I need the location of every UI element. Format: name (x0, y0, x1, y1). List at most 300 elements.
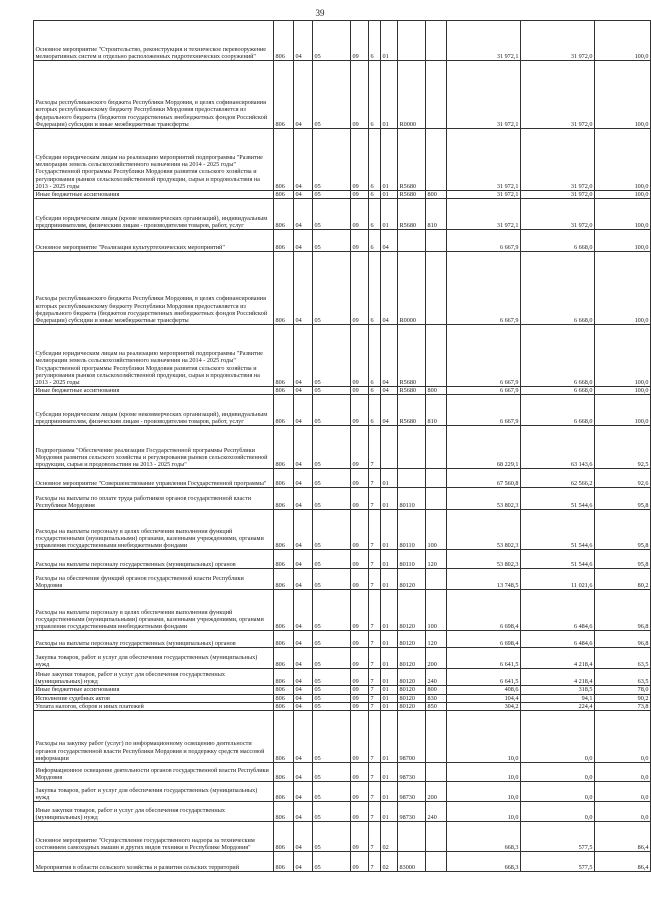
cell-section: 04 (294, 426, 313, 469)
table-row (34, 550, 651, 569)
row-name: Иные закупки товаров, работ и услуг для обеспечения государственных (муниципальных) нужд (34, 802, 274, 822)
cell-executed: 6 484,6 (521, 590, 595, 631)
cell-subsection: 05 (313, 590, 351, 631)
cell-expense-type: 800 (426, 686, 447, 694)
cell-event: 01 (381, 590, 398, 631)
cell-program: 09 (351, 510, 369, 550)
cell-section: 04 (294, 469, 313, 488)
cell-percent: 100,0 (595, 191, 651, 199)
cell-subsection: 05 (313, 252, 351, 325)
cell-direction: R0000 (398, 252, 426, 325)
cell-event: 02 (381, 852, 398, 872)
table-row (34, 569, 651, 590)
cell-direction: 80120 (398, 669, 426, 686)
cell-subprogram: 7 (369, 694, 381, 702)
cell-subprogram: 7 (369, 469, 381, 488)
row-name: Уплата налогов, сборов и иных платежей (34, 702, 274, 710)
cell-expense-type (426, 763, 447, 782)
cell-percent: 63,5 (595, 648, 651, 669)
cell-subprogram: 7 (369, 686, 381, 694)
cell-percent: 95,8 (595, 488, 651, 510)
cell-expense-type: 100 (426, 510, 447, 550)
cell-percent: 100,0 (595, 230, 651, 252)
cell-percent: 95,8 (595, 510, 651, 550)
cell-subprogram: 6 (369, 395, 381, 426)
cell-executed: 31 972,0 (521, 129, 595, 191)
cell-percent: 100,0 (595, 61, 651, 129)
cell-program: 09 (351, 631, 369, 648)
cell-subsection: 05 (313, 694, 351, 702)
cell-subsection: 05 (313, 550, 351, 569)
cell-planned: 53 802,3 (447, 488, 521, 510)
cell-program: 09 (351, 191, 369, 199)
cell-expense-type (426, 469, 447, 488)
cell-executed: 62 566,2 (521, 469, 595, 488)
table-body (34, 21, 651, 872)
cell-section: 04 (294, 852, 313, 872)
cell-planned: 31 972,1 (447, 61, 521, 129)
cell-section: 04 (294, 590, 313, 631)
row-name: Субсидии юридическим лицам (кроме некоммерческих организаций), индивидуальным предпринимателям, физическим лицам - производителям товаров, работ, услуг (34, 199, 274, 230)
cell-subprogram: 7 (369, 782, 381, 802)
cell-executed: 577,5 (521, 852, 595, 872)
cell-program: 09 (351, 199, 369, 230)
cell-executed: 0,0 (521, 763, 595, 782)
cell-subprogram: 7 (369, 648, 381, 669)
cell-section: 04 (294, 711, 313, 763)
cell-direction: 80120 (398, 631, 426, 648)
cell-direction (398, 822, 426, 852)
cell-ved: 806 (274, 802, 294, 822)
cell-expense-type: 200 (426, 782, 447, 802)
cell-subprogram: 7 (369, 550, 381, 569)
cell-section: 04 (294, 782, 313, 802)
table-row (34, 631, 651, 648)
table-row (34, 763, 651, 782)
cell-executed: 31 972,0 (521, 199, 595, 230)
cell-planned: 68 229,1 (447, 426, 521, 469)
cell-planned: 668,3 (447, 822, 521, 852)
cell-percent: 95,8 (595, 550, 651, 569)
cell-event: 01 (381, 129, 398, 191)
cell-ved: 806 (274, 325, 294, 387)
cell-subprogram: 7 (369, 711, 381, 763)
cell-planned: 6 641,5 (447, 669, 521, 686)
cell-direction: 80110 (398, 510, 426, 550)
cell-expense-type: 120 (426, 631, 447, 648)
cell-subsection: 05 (313, 631, 351, 648)
cell-expense-type (426, 488, 447, 510)
row-name: Расходы на обеспечение функций органов государственной власти Республики Мордовия (34, 569, 274, 590)
row-name: Иные бюджетные ассигнования (34, 387, 274, 395)
cell-section: 04 (294, 686, 313, 694)
cell-section: 04 (294, 822, 313, 852)
table-row (34, 395, 651, 426)
table-row (34, 129, 651, 191)
row-name: Исполнение судебных актов (34, 694, 274, 702)
row-name: Иные бюджетные ассигнования (34, 686, 274, 694)
cell-expense-type (426, 426, 447, 469)
cell-expense-type: 120 (426, 550, 447, 569)
cell-planned: 53 802,3 (447, 510, 521, 550)
cell-subsection: 05 (313, 510, 351, 550)
cell-event: 01 (381, 648, 398, 669)
cell-executed: 6 668,0 (521, 230, 595, 252)
cell-subsection: 05 (313, 711, 351, 763)
row-name: Закупка товаров, работ и услуг для обеспечения государственных (муниципальных) нужд (34, 782, 274, 802)
row-name: Расходы республиканского бюджета Республики Мордовия, в целях софинансирования которых республиканскому бюджету Республики Мордовия предоставляется из федерального бюджета (бюджетов государственных внебюджетных фондов Российской Федерации) субсидии и иные межбюджетные трансферты (34, 61, 274, 129)
cell-planned: 104,4 (447, 694, 521, 702)
table-row (34, 802, 651, 822)
cell-section: 04 (294, 252, 313, 325)
cell-subsection: 05 (313, 199, 351, 230)
cell-program: 09 (351, 702, 369, 710)
cell-percent: 80,2 (595, 569, 651, 590)
cell-subsection: 05 (313, 669, 351, 686)
table-row (34, 426, 651, 469)
cell-ved: 806 (274, 852, 294, 872)
cell-expense-type (426, 569, 447, 590)
cell-section: 04 (294, 488, 313, 510)
cell-executed: 0,0 (521, 711, 595, 763)
cell-subsection: 05 (313, 686, 351, 694)
cell-section: 04 (294, 550, 313, 569)
cell-subprogram: 6 (369, 199, 381, 230)
cell-percent: 100,0 (595, 325, 651, 387)
cell-event: 01 (381, 469, 398, 488)
cell-subprogram: 7 (369, 631, 381, 648)
cell-program: 09 (351, 590, 369, 631)
cell-event: 04 (381, 387, 398, 395)
row-name: Субсидии юридическим лицам на реализацию мероприятий подпрограммы "Развитие мелиорации земель сельскохозяйственного назначения на 2014 - 2025 годы" Государственной программы Республики Мордовия развития сельского хозяйства и регулирования рынков сельскохозяйственной продукции, сырья и продовольствия на 2013 - 2025 годы (34, 325, 274, 387)
row-name: Расходы на выплаты персоналу государственных (муниципальных) органов (34, 631, 274, 648)
cell-subprogram: 7 (369, 488, 381, 510)
cell-subprogram: 6 (369, 191, 381, 199)
cell-expense-type: 810 (426, 395, 447, 426)
row-name: Закупка товаров, работ и услуг для обеспечения государственных (муниципальных) нужд (34, 648, 274, 669)
cell-executed: 0,0 (521, 802, 595, 822)
cell-event: 01 (381, 669, 398, 686)
cell-subprogram: 7 (369, 569, 381, 590)
table-row (34, 782, 651, 802)
cell-subsection: 05 (313, 782, 351, 802)
cell-subprogram: 7 (369, 852, 381, 872)
cell-program: 09 (351, 469, 369, 488)
cell-subprogram: 6 (369, 129, 381, 191)
table-row (34, 822, 651, 852)
cell-executed: 0,0 (521, 782, 595, 802)
row-name: Основное мероприятие "Строительство, реконструкция и техническое перевооружение мелиоративных систем и отдельно расположенных гидротехнических сооружений" (34, 21, 274, 61)
cell-section: 04 (294, 763, 313, 782)
cell-ved: 806 (274, 669, 294, 686)
cell-ved: 806 (274, 395, 294, 426)
cell-executed: 6 668,0 (521, 252, 595, 325)
cell-event: 01 (381, 21, 398, 61)
cell-executed: 51 544,6 (521, 550, 595, 569)
cell-section: 04 (294, 61, 313, 129)
cell-ved: 806 (274, 590, 294, 631)
cell-subsection: 05 (313, 763, 351, 782)
cell-planned: 6 641,5 (447, 648, 521, 669)
cell-direction: R0000 (398, 61, 426, 129)
cell-program: 09 (351, 230, 369, 252)
cell-program: 09 (351, 852, 369, 872)
cell-expense-type (426, 852, 447, 872)
cell-program: 09 (351, 21, 369, 61)
cell-direction: 80120 (398, 702, 426, 710)
cell-subsection: 05 (313, 191, 351, 199)
cell-direction: 98730 (398, 782, 426, 802)
cell-program: 09 (351, 669, 369, 686)
cell-planned: 6 667,9 (447, 395, 521, 426)
cell-planned: 6 667,9 (447, 252, 521, 325)
table-row (34, 488, 651, 510)
cell-executed: 51 544,6 (521, 488, 595, 510)
cell-percent: 0,0 (595, 802, 651, 822)
cell-expense-type (426, 822, 447, 852)
cell-program: 09 (351, 782, 369, 802)
cell-percent: 96,8 (595, 631, 651, 648)
cell-program: 09 (351, 711, 369, 763)
cell-percent: 73,8 (595, 702, 651, 710)
cell-subprogram: 7 (369, 702, 381, 710)
cell-event: 01 (381, 694, 398, 702)
cell-direction: R5680 (398, 199, 426, 230)
table-row (34, 648, 651, 669)
cell-percent: 86,4 (595, 852, 651, 872)
cell-expense-type (426, 711, 447, 763)
cell-section: 04 (294, 648, 313, 669)
cell-executed: 6 668,0 (521, 395, 595, 426)
row-name: Расходы республиканского бюджета Республики Мордовия, в целях софинансирования которых республиканскому бюджету Республики Мордовия предоставляется из федерального бюджета (бюджетов государственных внебюджетных фондов Российской Федерации) субсидии и иные межбюджетные трансферты (34, 252, 274, 325)
cell-percent: 63,5 (595, 669, 651, 686)
cell-program: 09 (351, 802, 369, 822)
row-name: Субсидии юридическим лицам на реализацию мероприятий подпрограммы "Развитие мелиорации земель сельскохозяйственного назначения на 2014 - 2025 годы" Государственной программы Республики Мордовия развития сельского хозяйства и регулирования рынков сельскохозяйственной продукции, сырья и продовольствия на 2013 - 2025 годы (34, 129, 274, 191)
table-row (34, 852, 651, 872)
cell-direction (398, 230, 426, 252)
cell-program: 09 (351, 395, 369, 426)
cell-ved: 806 (274, 648, 294, 669)
cell-direction: 80120 (398, 590, 426, 631)
cell-percent: 0,0 (595, 782, 651, 802)
table-row (34, 387, 651, 395)
cell-event (381, 426, 398, 469)
cell-section: 04 (294, 129, 313, 191)
cell-ved: 806 (274, 191, 294, 199)
cell-expense-type: 810 (426, 199, 447, 230)
cell-executed: 31 972,0 (521, 21, 595, 61)
cell-planned: 304,2 (447, 702, 521, 710)
cell-event: 01 (381, 763, 398, 782)
cell-subsection: 05 (313, 325, 351, 387)
cell-ved: 806 (274, 61, 294, 129)
cell-event: 01 (381, 569, 398, 590)
row-name: Расходы на выплаты персоналу в целях обеспечения выполнения функций государственными (муниципальными) органами, казенными учреждениями, органами управления государственными внебюджетными фондами (34, 510, 274, 550)
cell-section: 04 (294, 569, 313, 590)
cell-percent: 0,0 (595, 711, 651, 763)
cell-event: 04 (381, 252, 398, 325)
cell-planned: 31 972,1 (447, 199, 521, 230)
cell-event: 01 (381, 510, 398, 550)
cell-planned: 10,0 (447, 802, 521, 822)
cell-event: 01 (381, 711, 398, 763)
cell-subprogram: 6 (369, 230, 381, 252)
cell-program: 09 (351, 686, 369, 694)
cell-section: 04 (294, 21, 313, 61)
cell-expense-type: 800 (426, 191, 447, 199)
row-name: Информационное освещение деятельности органов государственной власти Республики Мордовия (34, 763, 274, 782)
cell-section: 04 (294, 669, 313, 686)
cell-direction: 98730 (398, 802, 426, 822)
cell-expense-type: 100 (426, 590, 447, 631)
row-name: Расходы на выплаты персоналу в целях обеспечения выполнения функций государственными (муниципальными) органами, казенными учреждениями, органами управления государственными внебюджетными фондами (34, 590, 274, 631)
cell-ved: 806 (274, 822, 294, 852)
cell-subprogram: 6 (369, 252, 381, 325)
table-row (34, 325, 651, 387)
cell-subsection: 05 (313, 129, 351, 191)
cell-subsection: 05 (313, 852, 351, 872)
cell-expense-type (426, 21, 447, 61)
cell-subsection: 05 (313, 702, 351, 710)
cell-section: 04 (294, 694, 313, 702)
cell-executed: 577,5 (521, 822, 595, 852)
cell-planned: 6 667,9 (447, 387, 521, 395)
cell-ved: 806 (274, 782, 294, 802)
cell-event: 01 (381, 782, 398, 802)
cell-expense-type (426, 230, 447, 252)
cell-planned: 13 748,5 (447, 569, 521, 590)
cell-subprogram: 7 (369, 669, 381, 686)
table-row (34, 21, 651, 61)
cell-program: 09 (351, 61, 369, 129)
cell-planned: 668,3 (447, 852, 521, 872)
cell-subprogram: 7 (369, 510, 381, 550)
cell-event: 01 (381, 631, 398, 648)
cell-program: 09 (351, 569, 369, 590)
cell-percent: 100,0 (595, 21, 651, 61)
cell-direction: 98730 (398, 763, 426, 782)
row-name: Расходы на выплаты персоналу государственных (муниципальных) органов (34, 550, 274, 569)
cell-percent: 0,0 (595, 763, 651, 782)
table-row (34, 199, 651, 230)
cell-planned: 53 802,3 (447, 550, 521, 569)
cell-executed: 6 484,6 (521, 631, 595, 648)
cell-ved: 806 (274, 252, 294, 325)
cell-planned: 6 667,9 (447, 230, 521, 252)
cell-program: 09 (351, 694, 369, 702)
cell-planned: 6 667,9 (447, 325, 521, 387)
cell-executed: 11 021,6 (521, 569, 595, 590)
cell-subsection: 05 (313, 21, 351, 61)
cell-executed: 4 218,4 (521, 669, 595, 686)
row-name: Основное мероприятие "Реализация культуртехнических мероприятий" (34, 230, 274, 252)
cell-expense-type: 800 (426, 387, 447, 395)
cell-executed: 224,4 (521, 702, 595, 710)
table-row (34, 686, 651, 694)
table-row (34, 702, 651, 710)
budget-table (33, 20, 651, 872)
row-name: Иные закупки товаров, работ и услуг для обеспечения государственных (муниципальных) нужд (34, 669, 274, 686)
cell-subsection: 05 (313, 61, 351, 129)
cell-percent: 92,6 (595, 469, 651, 488)
cell-planned: 31 972,1 (447, 21, 521, 61)
cell-subsection: 05 (313, 569, 351, 590)
cell-direction: 80120 (398, 694, 426, 702)
cell-percent: 100,0 (595, 129, 651, 191)
cell-ved: 806 (274, 631, 294, 648)
cell-program: 09 (351, 488, 369, 510)
cell-subprogram: 7 (369, 426, 381, 469)
cell-section: 04 (294, 510, 313, 550)
cell-direction: R5680 (398, 395, 426, 426)
cell-ved: 806 (274, 702, 294, 710)
cell-ved: 806 (274, 510, 294, 550)
cell-planned: 31 972,1 (447, 129, 521, 191)
cell-direction (398, 426, 426, 469)
cell-event: 02 (381, 822, 398, 852)
row-name: Основное мероприятие "Осуществление государственного надзора за техническим состоянием самоходных машин и других видов техники в Республике Мордовия" (34, 822, 274, 852)
cell-subsection: 05 (313, 822, 351, 852)
cell-executed: 4 218,4 (521, 648, 595, 669)
cell-program: 09 (351, 550, 369, 569)
cell-ved: 806 (274, 550, 294, 569)
row-name: Подпрограмма "Обеспечение реализации Государственной программы Республики Мордовия развития сельского хозяйства и регулирования рынков сельскохозяйственной продукции, сырья и продовольствия на 2013 - 2025 годы" (34, 426, 274, 469)
table-row (34, 590, 651, 631)
cell-direction: 80120 (398, 569, 426, 590)
cell-direction: 80110 (398, 550, 426, 569)
cell-event: 01 (381, 488, 398, 510)
cell-subsection: 05 (313, 488, 351, 510)
cell-percent: 92,5 (595, 426, 651, 469)
cell-direction (398, 21, 426, 61)
cell-subprogram: 7 (369, 802, 381, 822)
cell-section: 04 (294, 802, 313, 822)
table-row (34, 252, 651, 325)
cell-direction: 80120 (398, 686, 426, 694)
cell-executed: 6 668,0 (521, 325, 595, 387)
cell-subsection: 05 (313, 230, 351, 252)
cell-program: 09 (351, 325, 369, 387)
row-name: Мероприятия в области сельского хозяйства и развития сельских территорий (34, 852, 274, 872)
cell-subsection: 05 (313, 802, 351, 822)
cell-program: 09 (351, 426, 369, 469)
cell-executed: 318,5 (521, 686, 595, 694)
cell-direction (398, 469, 426, 488)
cell-event: 01 (381, 61, 398, 129)
table-row (34, 230, 651, 252)
cell-ved: 806 (274, 686, 294, 694)
table-row (34, 469, 651, 488)
table-row (34, 669, 651, 686)
cell-direction: 98700 (398, 711, 426, 763)
cell-direction: R5680 (398, 129, 426, 191)
cell-program: 09 (351, 763, 369, 782)
cell-expense-type: 830 (426, 694, 447, 702)
cell-section: 04 (294, 631, 313, 648)
cell-ved: 806 (274, 199, 294, 230)
cell-ved: 806 (274, 711, 294, 763)
cell-program: 09 (351, 129, 369, 191)
cell-ved: 806 (274, 387, 294, 395)
cell-event: 01 (381, 702, 398, 710)
cell-expense-type: 240 (426, 669, 447, 686)
cell-direction: 83000 (398, 852, 426, 872)
cell-subprogram: 6 (369, 61, 381, 129)
cell-event: 01 (381, 686, 398, 694)
cell-direction: 80110 (398, 488, 426, 510)
cell-executed: 51 544,6 (521, 510, 595, 550)
cell-percent: 100,0 (595, 252, 651, 325)
